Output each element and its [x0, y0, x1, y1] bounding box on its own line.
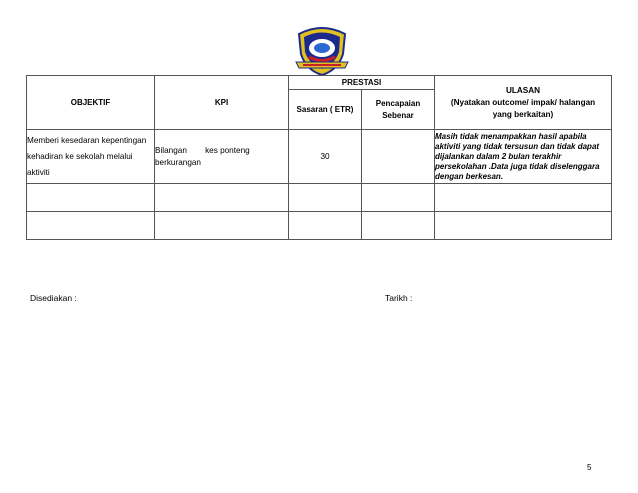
table-row: [27, 130, 612, 184]
kpi-table: [26, 75, 612, 240]
cell-pencapaian: [362, 212, 435, 240]
cell-pencapaian: [362, 130, 435, 184]
header-objektif: OBJEKTIF: [27, 76, 155, 130]
header-ulasan-sub: (Nyatakan outcome/ impak/ halangan yang berkaitan): [450, 97, 596, 119]
cell-pencapaian: [362, 184, 435, 212]
cell-sasaran: [289, 212, 362, 240]
header-sasaran: Sasaran ( ETR): [289, 90, 362, 130]
cell-kpi: [155, 184, 289, 212]
page-number: 5: [587, 463, 592, 472]
cell-sasaran: [289, 184, 362, 212]
cell-ulasan: Masih tidak menampakkan hasil apabila aktiviti yang tidak tersusun dan tidak dapat dijalankan dalam 2 bulan terakhir persekolahan .Data juga tidak diselenggara dengan berkesan.: [435, 130, 612, 184]
header-ulasan: [435, 76, 612, 130]
disediakan-label: Disediakan :: [30, 293, 77, 303]
cell-ulasan: [435, 184, 612, 212]
cell-ulasan: [435, 212, 612, 240]
cell-objektif: Memberi kesedaran kepentingan kehadiran ke sekolah melalui aktiviti: [27, 130, 155, 184]
cell-kpi: Bilangan kes ponteng berkurangan: [155, 130, 289, 184]
cell-sasaran: 30: [289, 130, 362, 184]
header-kpi: KPI: [155, 76, 289, 130]
cell-kpi: [155, 212, 289, 240]
cell-objektif: [27, 212, 155, 240]
header-ulasan-title: ULASAN: [505, 85, 541, 95]
header-pencapaian: Pencapaian Sebenar: [362, 90, 435, 130]
cell-objektif: [27, 184, 155, 212]
tarikh-label: Tarikh :: [385, 293, 413, 303]
header-prestasi: PRESTASI: [289, 76, 435, 90]
table-row: [27, 184, 612, 212]
table-row: [27, 212, 612, 240]
school-crest-logo: [293, 24, 351, 76]
